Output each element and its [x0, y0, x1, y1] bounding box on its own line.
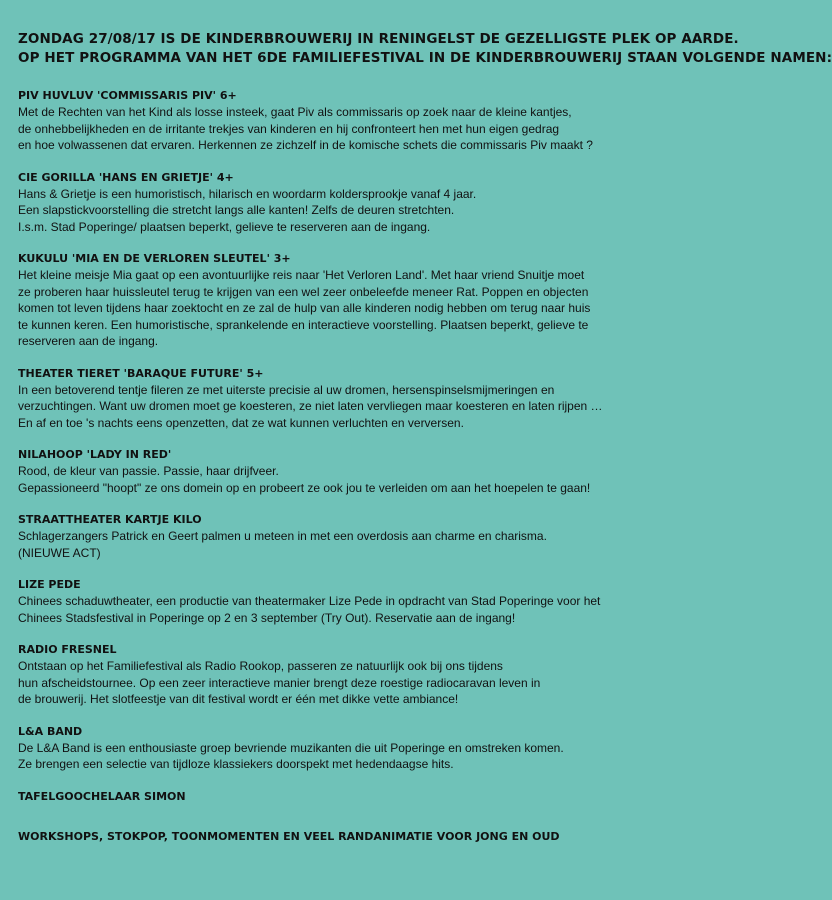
- act-title: TAFELGOOCHELAAR SIMON: [18, 789, 186, 803]
- act-title: CIE GORILLA 'HANS EN GRIETJE' 4+: [18, 170, 234, 184]
- act-description: De L&A Band is een enthousiaste groep bevriende muzikanten die uit Poperinge en omstreken komen. Ze brengen een selectie van tijdloze klassiekers doorspekt met hedendaagse hits.: [18, 740, 564, 771]
- act-title: THEATER TIERET 'BARAQUE FUTURE' 5+: [18, 366, 264, 380]
- act-title: KUKULU 'MIA EN DE VERLOREN SLEUTEL' 3+: [18, 252, 291, 265]
- act-la-band: [18, 724, 628, 773]
- act-kartje-kilo: [18, 512, 628, 561]
- act-title: RADIO FRESNEL: [18, 643, 117, 656]
- act-description: Schlagerzangers Patrick en Geert palmen u meteen in met een overdosis aan charme en charisma. (NIEUWE ACT): [18, 529, 547, 560]
- act-nilahoop: [18, 447, 628, 496]
- closing-line: WORKSHOPS, STOKPOP, TOONMOMENTEN EN VEEL RANDANIMATIE VOOR JONG EN OUD: [18, 829, 560, 843]
- act-radio-fresnel: [18, 642, 628, 708]
- act-description: Chinees schaduwtheater, een productie van theatermaker Lize Pede in opdracht van Stad Poperinge voor het Chinees Stadsfestival in Poperinge op 2 en 3 september (Try Out). Reservatie aan de ingang!: [18, 594, 601, 625]
- act-title: L&A BAND: [18, 724, 83, 738]
- act-title: STRAATTHEATER KARTJE KILO: [18, 513, 202, 526]
- act-kukulu: [18, 251, 628, 350]
- act-description: Met de Rechten van het Kind als losse insteek, gaat Piv als commissaris op zoek naar de kleine kantjes, de onhebbelijkheden en de irritante trekjes van kinderen en hij confronteert hen met hun eigen gedrag en hoe volwassenen dat ervaren. Herkennen ze zichzelf in de komische schets die commissaris Piv maakt ?: [18, 105, 593, 152]
- act-title: NILAHOOP 'LADY IN RED': [18, 448, 172, 461]
- act-tafelgoochelaar: [18, 789, 628, 805]
- headline-line-2: OP HET PROGRAMMA VAN HET 6DE FAMILIEFESTIVAL IN DE KINDERBROUWERIJ STAAN VOLGENDE NAMEN:: [18, 50, 832, 66]
- act-description: Hans & Grietje is een humoristisch, hilarisch en woordarm koldersprookje vanaf 4 jaar. Een slapstickvoorstelling die stretcht langs alle kanten! Zelfs de deuren stretchten. I.s.m. Stad Poperinge/ plaatsen beperkt, gelieve te reserveren aan de ingang.: [18, 186, 477, 234]
- act-lize-pede: [18, 577, 628, 626]
- act-piv-huvluv: [18, 88, 628, 154]
- act-description: Rood, de kleur van passie. Passie, haar drijfveer. Gepassioneerd "hoopt" ze ons domein op en probeert ze ook jou te verleiden om aan het hoepelen te gaan!: [18, 464, 591, 495]
- page-headline: [18, 30, 832, 68]
- act-theater-tieret: [18, 366, 628, 432]
- headline-line-1: ZONDAG 27/08/17 IS DE KINDERBROUWERIJ IN RENINGELST DE GEZELLIGSTE PLEK OP AARDE.: [18, 31, 739, 47]
- act-title: PIV HUVLUV 'COMMISSARIS PIV' 6+: [18, 89, 237, 102]
- act-title: LIZE PEDE: [18, 578, 81, 591]
- act-description: In een betoverend tentje fileren ze met uiterste precisie al uw dromen, hersenspinselsmijmeringen en verzuchtingen. Want uw dromen moet ge koesteren, ze niet laten vervliegen maar koesteren en laten rijpen … En af en toe 's nachts eens openzetten, dat ze wat kunnen verluchten en verversen.: [18, 382, 603, 430]
- act-cie-gorilla: [18, 170, 628, 236]
- act-description: Het kleine meisje Mia gaat op een avontuurlijke reis naar 'Het Verloren Land'. Met haar vriend Snuitje moet ze proberen haar huissleutel terug te krijgen van een wel zeer onbeleefde meneer Rat. Poppen en objecten komen tot leven tijdens haar zoektocht en ze zal de hulp van alle kinderen nodig hebben om terug naar huis te kunnen keren. Een humoristische, sprankelende en interactieve voorstelling. Plaatsen beperkt, gelieve te reserveren aan de ingang.: [18, 268, 591, 348]
- closing-workshops: [18, 829, 628, 845]
- act-description: Ontstaan op het Familiefestival als Radio Rookop, passeren ze natuurlijk ook bij ons tijdens hun afscheidstournee. Op een zeer interactieve manier brengt deze roestige radiocaravan leven in de brouwerij. Het slotfeestje van dit festival wordt er één met dikke vette ambiance!: [18, 659, 541, 706]
